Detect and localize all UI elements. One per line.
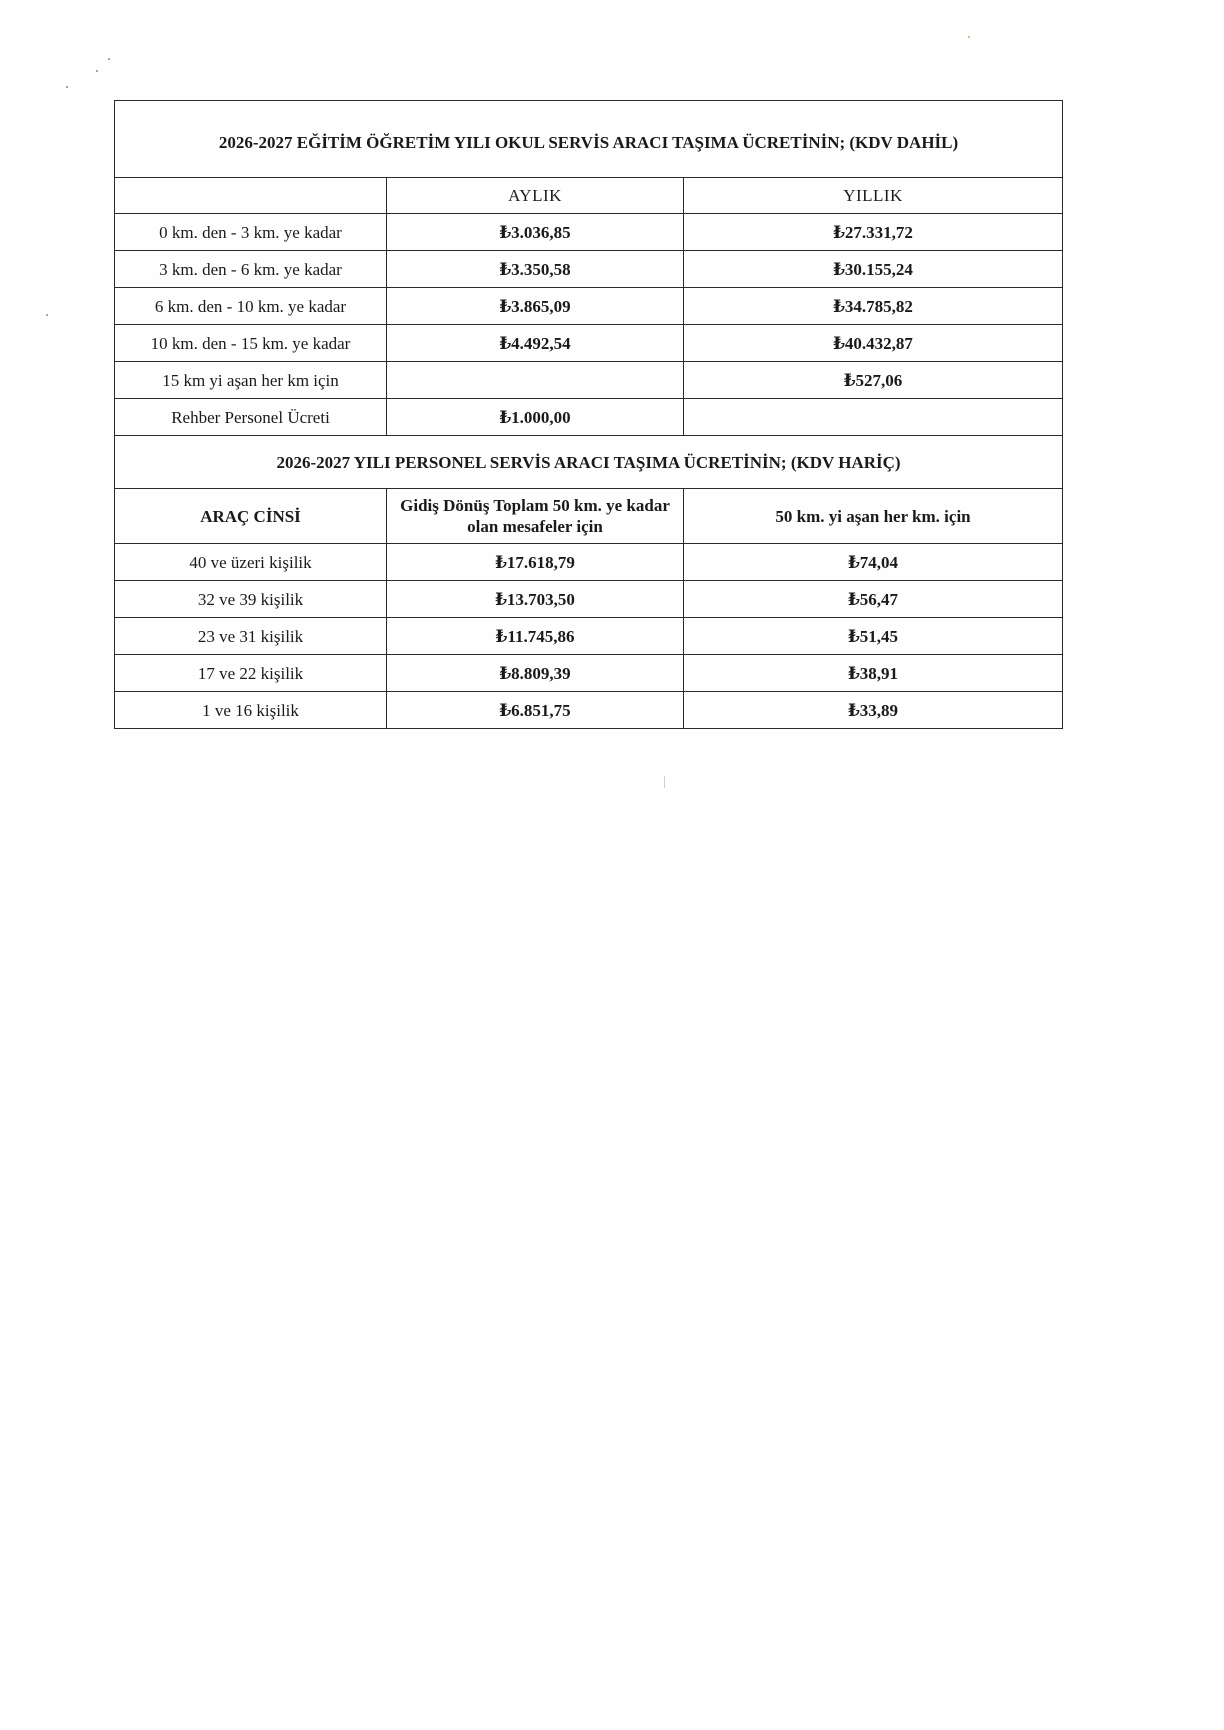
fee-per-km: ₺56,47 — [684, 581, 1063, 618]
header-monthly: AYLIK — [387, 178, 684, 214]
distance-label: 0 km. den - 3 km. ye kadar — [115, 214, 387, 251]
yearly-fee: ₺34.785,82 — [684, 288, 1063, 325]
table-row — [115, 581, 1063, 618]
monthly-fee: ₺4.492,54 — [387, 325, 684, 362]
vehicle-capacity-label: 17 ve 22 kişilik — [115, 655, 387, 692]
fee-per-km: ₺33,89 — [684, 692, 1063, 729]
table-row — [115, 399, 1063, 436]
table-row — [115, 325, 1063, 362]
scan-speck — [46, 314, 48, 316]
table-row — [115, 692, 1063, 729]
header-up-to-50km: Gidiş Dönüş Toplam 50 km. ye kadar olan mesafeler için — [387, 489, 684, 544]
monthly-fee: ₺1.000,00 — [387, 399, 684, 436]
header-per-km-over-50: 50 km. yi aşan her km. için — [684, 489, 1063, 544]
fee-per-km: ₺38,91 — [684, 655, 1063, 692]
table-row — [115, 362, 1063, 399]
vehicle-capacity-label: 40 ve üzeri kişilik — [115, 544, 387, 581]
table-row — [115, 288, 1063, 325]
fee-per-km: ₺74,04 — [684, 544, 1063, 581]
yearly-fee: ₺27.331,72 — [684, 214, 1063, 251]
monthly-fee: ₺3.865,09 — [387, 288, 684, 325]
table-row — [115, 655, 1063, 692]
distance-label: 10 km. den - 15 km. ye kadar — [115, 325, 387, 362]
yearly-fee — [684, 399, 1063, 436]
distance-label: 15 km yi aşan her km için — [115, 362, 387, 399]
yearly-fee: ₺527,06 — [684, 362, 1063, 399]
vehicle-capacity-label: 32 ve 39 kişilik — [115, 581, 387, 618]
table-row — [115, 251, 1063, 288]
monthly-fee: ₺3.350,58 — [387, 251, 684, 288]
fee-table — [114, 100, 1063, 729]
scan-speck — [66, 86, 68, 88]
fee-up-to-50km: ₺8.809,39 — [387, 655, 684, 692]
school-header-empty — [115, 178, 387, 214]
distance-label: 3 km. den - 6 km. ye kadar — [115, 251, 387, 288]
yearly-fee: ₺40.432,87 — [684, 325, 1063, 362]
monthly-fee — [387, 362, 684, 399]
fee-up-to-50km: ₺17.618,79 — [387, 544, 684, 581]
scan-speck — [96, 70, 98, 72]
table-row — [115, 618, 1063, 655]
scan-mark — [664, 776, 665, 788]
fee-up-to-50km: ₺6.851,75 — [387, 692, 684, 729]
scan-speck — [108, 58, 110, 60]
personnel-table-title: 2026-2027 YILI PERSONEL SERVİS ARACI TAŞIMA ÜCRETİNİN; (KDV HARİÇ) — [115, 436, 1063, 489]
table-row — [115, 544, 1063, 581]
vehicle-capacity-label: 23 ve 31 kişilik — [115, 618, 387, 655]
school-table-header-row — [115, 178, 1063, 214]
header-yearly: YILLIK — [684, 178, 1063, 214]
fee-up-to-50km: ₺13.703,50 — [387, 581, 684, 618]
table-row — [115, 214, 1063, 251]
monthly-fee: ₺3.036,85 — [387, 214, 684, 251]
fee-up-to-50km: ₺11.745,86 — [387, 618, 684, 655]
header-vehicle-type: ARAÇ CİNSİ — [115, 489, 387, 544]
scan-speck — [968, 36, 970, 38]
school-table-title-row — [115, 101, 1063, 178]
vehicle-capacity-label: 1 ve 16 kişilik — [115, 692, 387, 729]
fee-per-km: ₺51,45 — [684, 618, 1063, 655]
yearly-fee: ₺30.155,24 — [684, 251, 1063, 288]
distance-label: Rehber Personel Ücreti — [115, 399, 387, 436]
distance-label: 6 km. den - 10 km. ye kadar — [115, 288, 387, 325]
school-table-title: 2026-2027 EĞİTİM ÖĞRETİM YILI OKUL SERVİS ARACI TAŞIMA ÜCRETİNİN; (KDV DAHİL) — [115, 101, 1063, 178]
personnel-table-header-row — [115, 489, 1063, 544]
personnel-table-title-row — [115, 436, 1063, 489]
